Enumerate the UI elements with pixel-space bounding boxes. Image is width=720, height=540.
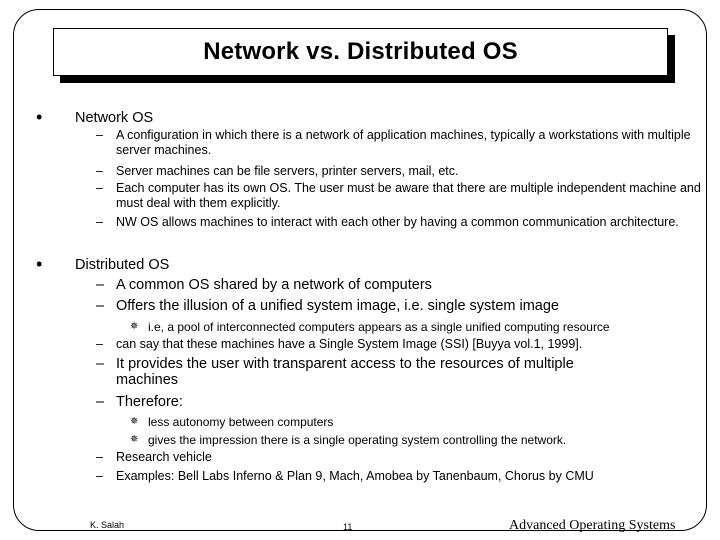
- dash-marker: –: [96, 450, 103, 464]
- list-item-text: can say that these machines have a Single System Image (SSI) [Buyya vol.1, 1999].: [116, 337, 583, 351]
- dash-marker: –: [96, 164, 103, 178]
- star-bullet-icon: ✵: [130, 416, 139, 427]
- dash-marker: –: [96, 469, 103, 483]
- sub-list-item-text: gives the impression there is a single operating system controlling the network.: [148, 433, 567, 447]
- list-item-text: Therefore:: [116, 394, 183, 410]
- sub-list-item-text: i.e, a pool of interconnected computers appears as a single unified computing resource: [148, 320, 610, 334]
- list-item-text: NW OS allows machines to interact with each other by having a common communication architecture.: [116, 215, 679, 229]
- list-item-text: Examples: Bell Labs Inferno & Plan 9, Mach, Amobea by Tanenbaum, Chorus by CMU: [116, 469, 594, 483]
- dash-marker: –: [96, 215, 103, 229]
- bullet-marker: •: [36, 254, 43, 274]
- section-heading-distributed-os: Distributed OS: [75, 257, 170, 273]
- dash-marker: –: [96, 298, 105, 314]
- list-item-text: A configuration in which there is a network of application machines, typically a workstations with multiple server machines.: [116, 128, 691, 157]
- list-item-text: A common OS shared by a network of computers: [116, 277, 432, 293]
- dash-marker: –: [96, 277, 105, 293]
- list-item-text: Server machines can be file servers, printer servers, mail, etc.: [116, 164, 459, 178]
- dash-marker: –: [96, 128, 103, 142]
- footer-course-title: Advanced Operating Systems: [509, 518, 676, 533]
- list-item-text: Each computer has its own OS. The user must be aware that there are multiple independent machine and must deal with them explicitly.: [116, 181, 701, 210]
- dash-marker: –: [96, 356, 105, 372]
- slide-title: Network vs. Distributed OS: [203, 38, 518, 65]
- section-heading-network-os: Network OS: [75, 110, 154, 126]
- footer-author: K. Salah: [90, 520, 125, 530]
- bullet-marker: •: [36, 107, 43, 127]
- dash-marker: –: [96, 394, 105, 410]
- list-item-text: Research vehicle: [116, 450, 212, 464]
- list-item-text: It provides the user with transparent access to the resources of multiple machines: [116, 356, 574, 388]
- list-item-text: Offers the illusion of a unified system image, i.e. single system image: [116, 298, 559, 314]
- dash-marker: –: [96, 337, 103, 351]
- star-bullet-icon: ✵: [130, 321, 139, 332]
- dash-marker: –: [96, 181, 103, 195]
- star-bullet-icon: ✵: [130, 434, 139, 445]
- sub-list-item-text: less autonomy between computers: [148, 415, 334, 429]
- title-box: [53, 28, 668, 76]
- footer-page-number: 11: [343, 522, 353, 532]
